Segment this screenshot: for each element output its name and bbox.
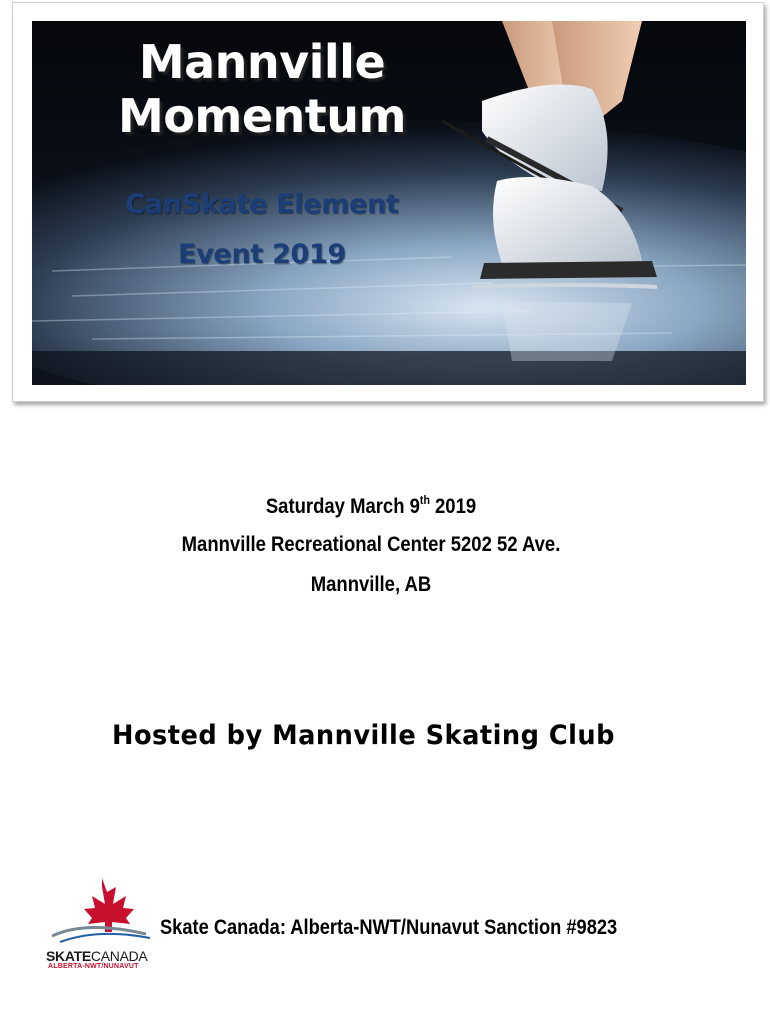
logo-wordmark <box>46 948 147 964</box>
banner-image <box>32 21 746 385</box>
event-date <box>45 493 698 519</box>
logo-region: ALBERTA-NWT/NUNAVUT <box>48 963 139 970</box>
banner-subtitle-line2: Event 2019 <box>177 239 347 270</box>
event-location: Mannville, AB <box>310 573 432 596</box>
banner-title-line2: Momentum <box>118 89 406 143</box>
skate-canada-logo <box>46 876 158 968</box>
event-date-year: 2019 <box>429 495 477 518</box>
banner-title-line1: Mannville <box>138 35 386 89</box>
event-date-prefix: Saturday March 9 <box>265 495 420 518</box>
event-venue: Mannville Recreational Center 5202 52 Ave. <box>181 533 561 556</box>
hosted-by: Hosted by Mannville Skating Club <box>112 720 615 751</box>
banner-frame <box>12 2 764 402</box>
logo-word-bold: SKATE <box>46 948 91 964</box>
logo-word-regular: CANADA <box>90 948 148 964</box>
event-date-suffix: th <box>419 493 430 507</box>
banner-subtitle-line1: CanSkate Element <box>125 189 399 220</box>
maple-leaf-icon <box>46 876 158 948</box>
sanction-text: Skate Canada: Alberta-NWT/Nunavut Sanction #9823 <box>160 916 618 939</box>
